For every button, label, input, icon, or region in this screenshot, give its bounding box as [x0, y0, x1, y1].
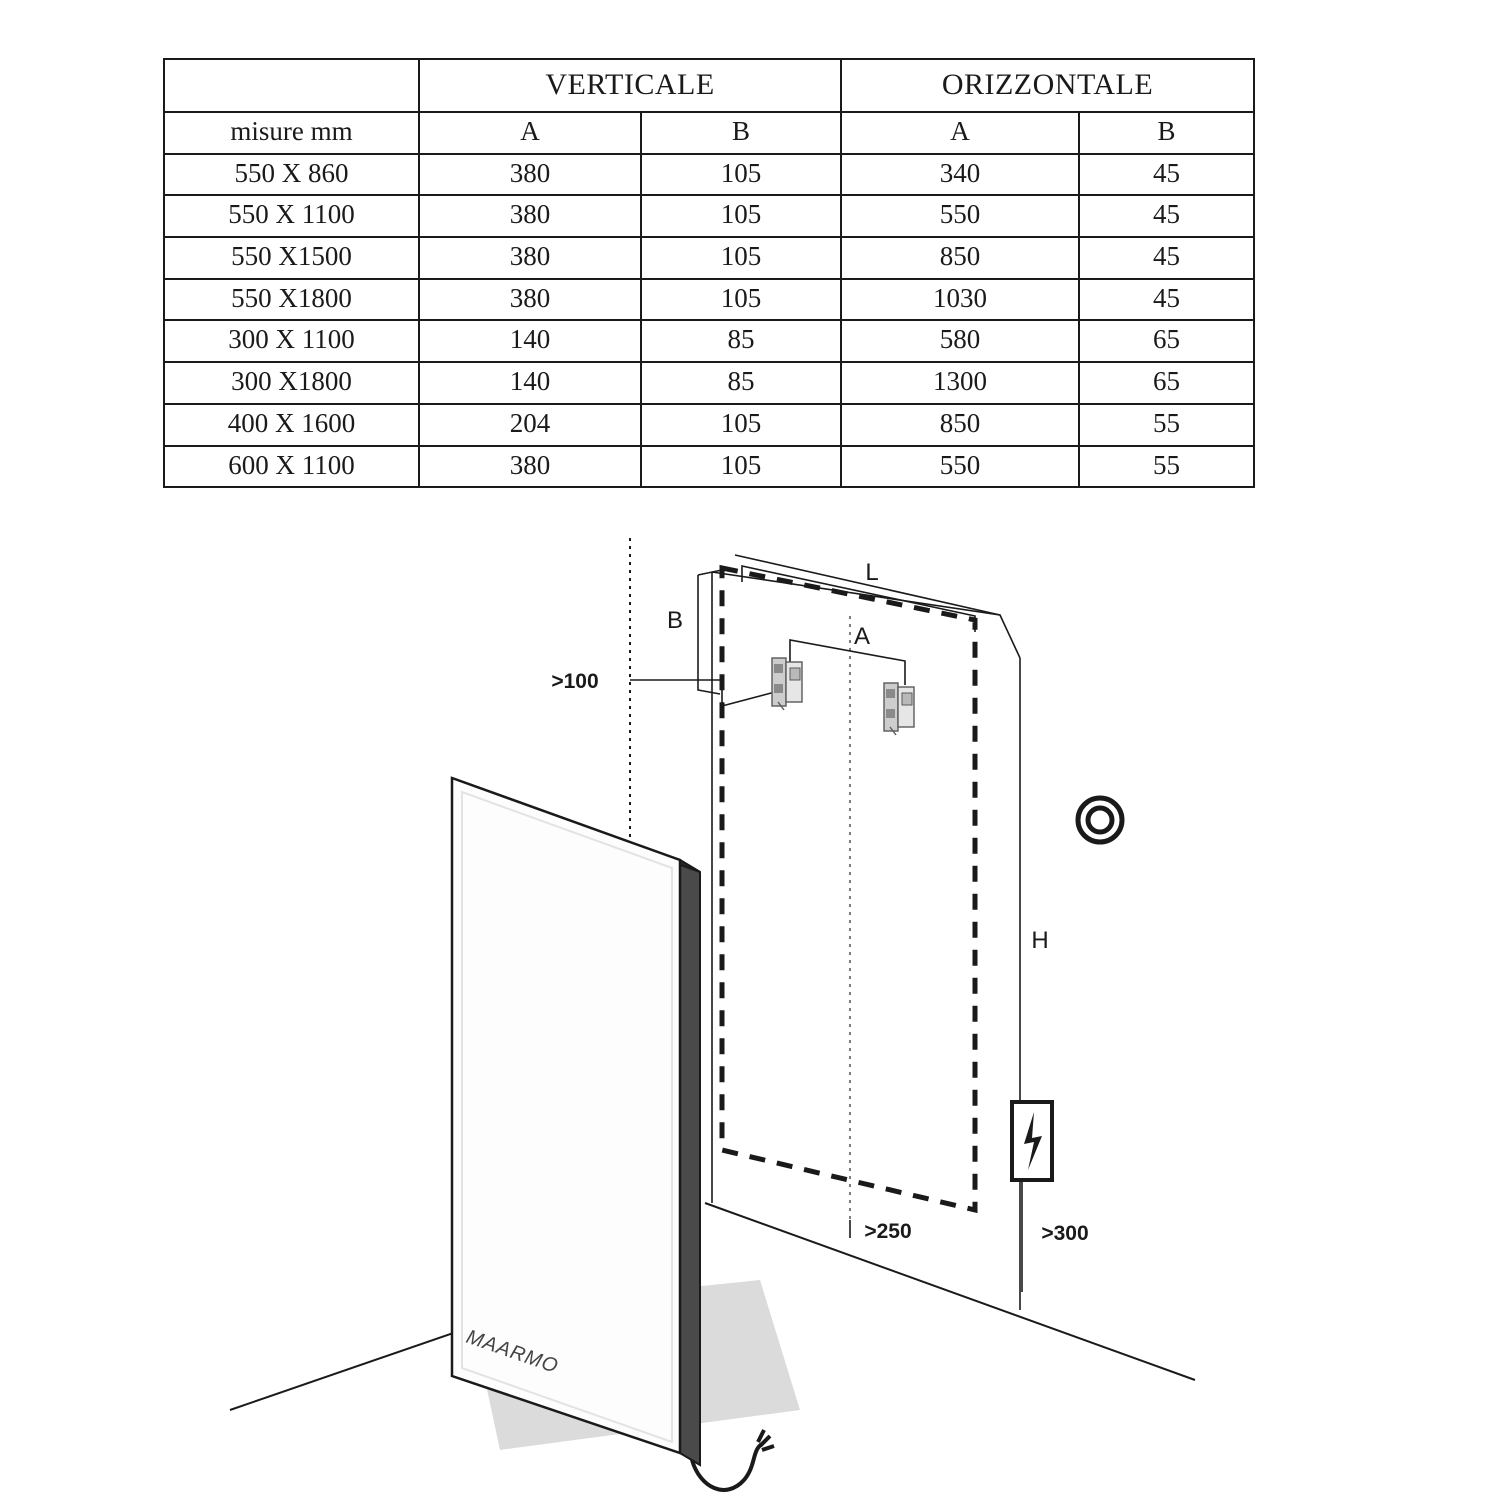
cell-horizontal-b: 55: [1079, 404, 1254, 446]
cell-vertical-b: 105: [641, 279, 841, 321]
dimension-b: [698, 570, 722, 694]
cell-vertical-a: 380: [419, 279, 641, 321]
table-row: [164, 404, 1254, 446]
table-row: [164, 362, 1254, 404]
cell-size: 550 X 860: [164, 154, 419, 196]
cell-horizontal-a: 550: [841, 446, 1079, 488]
cell-size: 550 X1500: [164, 237, 419, 279]
cell-horizontal-a: 340: [841, 154, 1079, 196]
cell-vertical-b: 105: [641, 446, 841, 488]
cell-size: 400 X 1600: [164, 404, 419, 446]
wall-bracket-icon: [772, 658, 802, 710]
socket-icon: [1078, 798, 1122, 842]
label-min-side: >100: [551, 670, 599, 693]
cell-vertical-a: 204: [419, 404, 641, 446]
cell-vertical-b: 85: [641, 362, 841, 404]
table-row: [164, 446, 1254, 488]
cell-vertical-a: 380: [419, 154, 641, 196]
power-cable: [692, 1430, 774, 1490]
cell-horizontal-b: 65: [1079, 362, 1254, 404]
dimension-a: [790, 640, 905, 685]
cell-horizontal-a: 850: [841, 404, 1079, 446]
cell-size: 550 X1800: [164, 279, 419, 321]
label-min-floor-socket: >300: [1041, 1222, 1089, 1245]
cell-vertical-b: 105: [641, 237, 841, 279]
panel-footprint-dashed: [722, 568, 975, 1210]
cell-horizontal-b: 45: [1079, 279, 1254, 321]
min-side-leader: [630, 680, 790, 706]
cell-vertical-b: 105: [641, 195, 841, 237]
cell-vertical-a: 380: [419, 237, 641, 279]
cell-horizontal-b: 45: [1079, 237, 1254, 279]
cell-horizontal-b: 65: [1079, 320, 1254, 362]
dimensions-table: [163, 58, 1255, 488]
wall-bracket-icon: [884, 683, 914, 735]
cell-size: 600 X 1100: [164, 446, 419, 488]
cell-size: 300 X1800: [164, 362, 419, 404]
table-row: [164, 279, 1254, 321]
table-row: [164, 237, 1254, 279]
table-column-header-row: [164, 112, 1254, 154]
column-header-orizzontale-b: B: [1079, 112, 1254, 154]
table-row: [164, 195, 1254, 237]
plug-icon: [1012, 1102, 1052, 1180]
column-header-orizzontale-a: A: [841, 112, 1079, 154]
cell-vertical-a: 380: [419, 446, 641, 488]
label-b: B: [666, 607, 684, 634]
group-header-orizzontale: ORIZZONTALE: [841, 59, 1254, 112]
table-row: [164, 320, 1254, 362]
cell-horizontal-b: 45: [1079, 154, 1254, 196]
cell-horizontal-b: 45: [1079, 195, 1254, 237]
label-min-floor-panel: >250: [864, 1220, 912, 1243]
cell-horizontal-a: 580: [841, 320, 1079, 362]
heating-panel: [452, 778, 700, 1465]
group-header-verticale: VERTICALE: [419, 59, 841, 112]
installation-diagram: [0, 520, 1500, 1500]
cell-horizontal-a: 850: [841, 237, 1079, 279]
cell-size: 300 X 1100: [164, 320, 419, 362]
cell-size: 550 X 1100: [164, 195, 419, 237]
column-header-verticale-b: B: [641, 112, 841, 154]
cell-vertical-b: 105: [641, 154, 841, 196]
panel-brand-label: MAARMO: [463, 1325, 562, 1378]
column-header-verticale-a: A: [419, 112, 641, 154]
cell-vertical-b: 105: [641, 404, 841, 446]
cell-horizontal-b: 55: [1079, 446, 1254, 488]
cell-vertical-a: 380: [419, 195, 641, 237]
table-row: [164, 154, 1254, 196]
cell-horizontal-a: 1030: [841, 279, 1079, 321]
cell-vertical-a: 140: [419, 362, 641, 404]
cell-vertical-a: 140: [419, 320, 641, 362]
cell-horizontal-a: 1300: [841, 362, 1079, 404]
label-h: H: [1031, 927, 1049, 954]
label-a: A: [853, 623, 871, 650]
table-group-header-row: [164, 59, 1254, 112]
column-header-misure: misure mm: [164, 112, 419, 154]
table-corner-cell: [164, 59, 419, 112]
label-l: L: [865, 559, 879, 586]
spec-table-container: [163, 58, 1253, 488]
cell-vertical-b: 85: [641, 320, 841, 362]
cell-horizontal-a: 550: [841, 195, 1079, 237]
